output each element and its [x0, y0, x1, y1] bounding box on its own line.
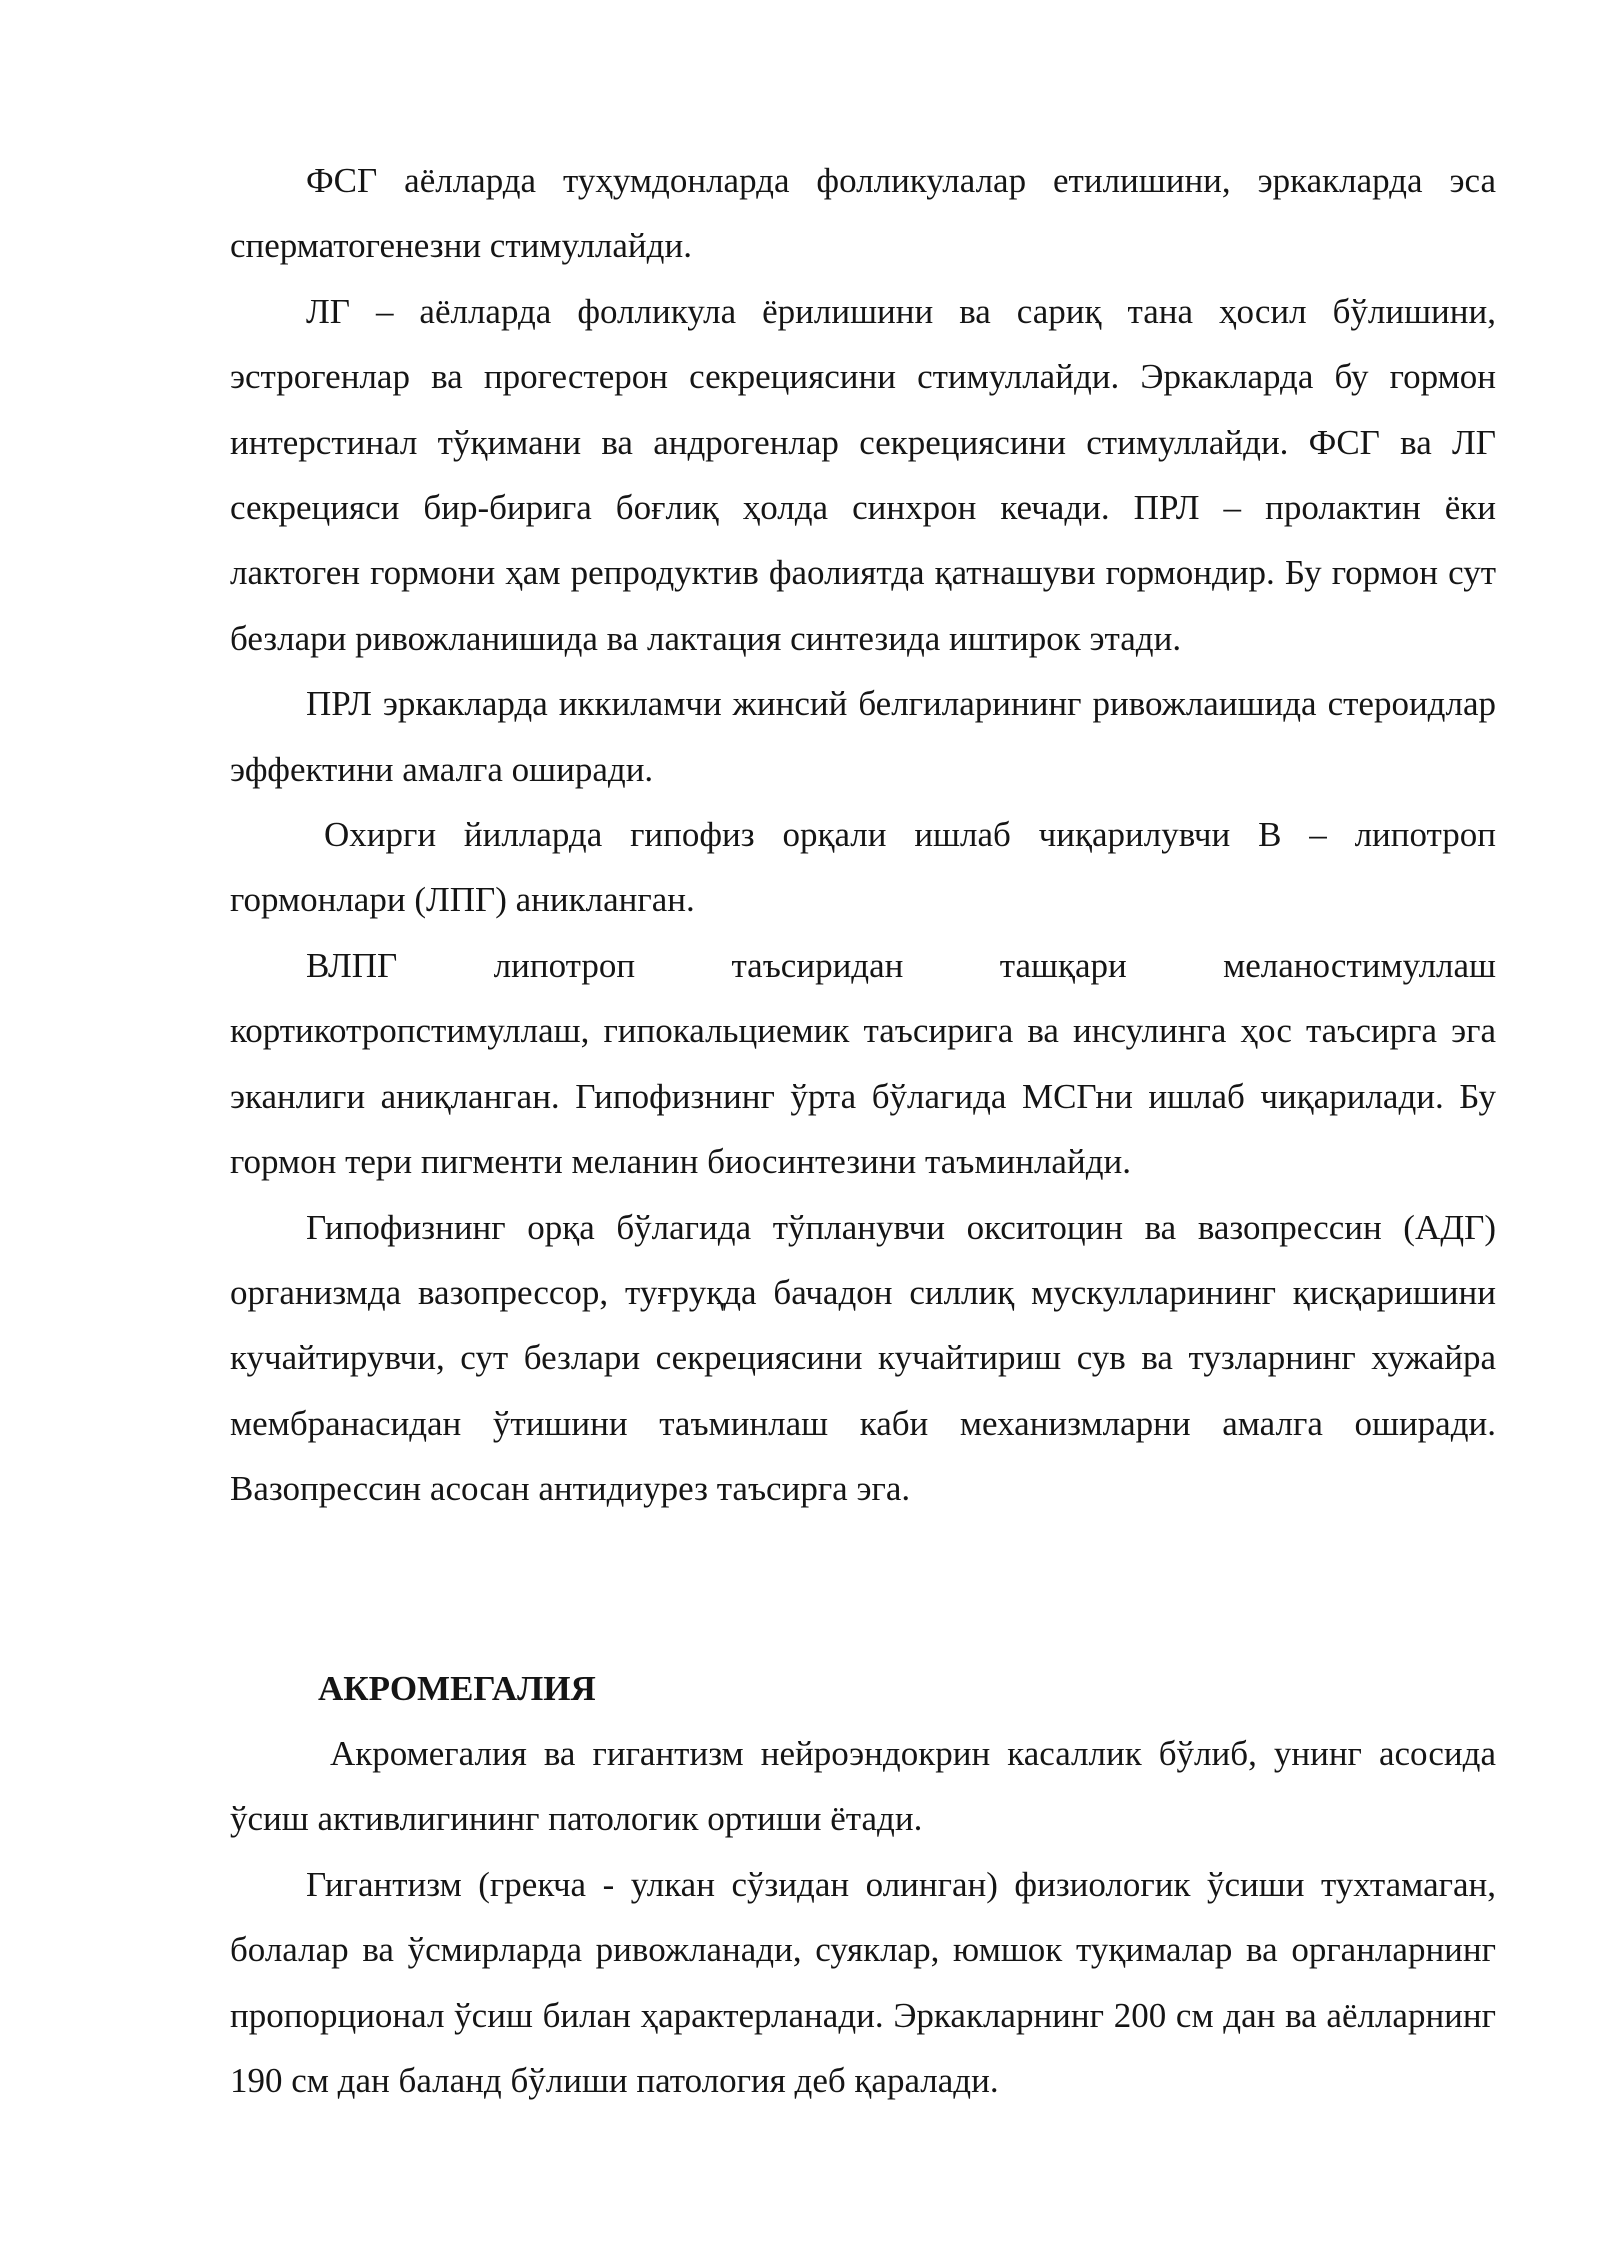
section-heading: АКРОМЕГАЛИЯ	[318, 1668, 596, 1708]
paragraph-lipotropic: Охирги йилларда гипофиз орқали ишлаб чиқарилувчи В – липотроп гормонлари (ЛПГ) аникланган.	[230, 815, 1496, 920]
paragraph-vlpg: ВЛПГ липотроп таъсиридан ташқари меланостимуллаш кортикотропстимуллаш, гипокальциемик таъсирига ва инсулинга ҳос таъсирга эга эканлиги аниқланган. Гипофизнинг ўрта бўлагида МСГни ишлаб чиқарилади. Бу гормон тери пигменти меланин биосинтезини таъминлайди.	[230, 945, 1496, 1182]
document-page	[230, 148, 1496, 2113]
paragraph-prl: ПРЛ эркакларда иккиламчи жинсий белгиларининг ривожлаишида стероидлар эффектини амалга оширади.	[230, 684, 1496, 789]
paragraph-acromegaly: Акромегалия ва гигантизм нейроэндокрин касаллик бўлиб, унинг асосида ўсиш активлигининг патологик ортиши ётади.	[230, 1733, 1496, 1839]
paragraph-posterior-lobe: Гипофизнинг орқа бўлагида тўпланувчи окситоцин ва вазопрессин (АДГ) организмда вазопрессор, туғруқда бачадон силлиқ мускулларининг қисқаришини кучайтирувчи, сут безлари секрециясини кучайтириш сув ва тузларнинг хужайра мембранасидан ўтишини таъминлаш каби механизмларни амалга оширади. Вазопрессин асосан антидиурез таъсирга эга.	[230, 1207, 1496, 1509]
paragraph-fsg: ФСГ аёлларда туҳумдонларда фолликулалар етилишини, эркакларда эса сперматогенезни стимуллайди.	[230, 161, 1496, 266]
paragraph-gigantism: Гигантизм (грекча - улкан сўзидан олинган) физиологик ўсиши тухтамаган, болалар ва ўсмирларда ривожланади, суяклар, юмшок туқималар ва органларнинг пропорционал ўсиш билан ҳарактерланади. Эркакларнинг 200 см дан ва аёлларнинг 190 см дан баланд бўлиши патология деб қаралади.	[230, 1864, 1496, 2100]
paragraph-lg: ЛГ – аёлларда фолликула ёрилишини ва сариқ тана ҳосил бўлишини, эстрогенлар ва прогестерон секрециясини стимуллайди. Эркакларда бу гормон интерстинал тўқимани ва андрогенлар секрециясини стимуллайди. ФСГ ва ЛГ секрецияси бир-бирига боғлиқ ҳолда синхрон кечади. ПРЛ – пролактин ёки лактоген гормони ҳам репродуктив фаолиятда қатнашуви гормондир. Бу гормон сут безлари ривожланишида ва лактация синтезида иштирок этади.	[230, 291, 1496, 658]
